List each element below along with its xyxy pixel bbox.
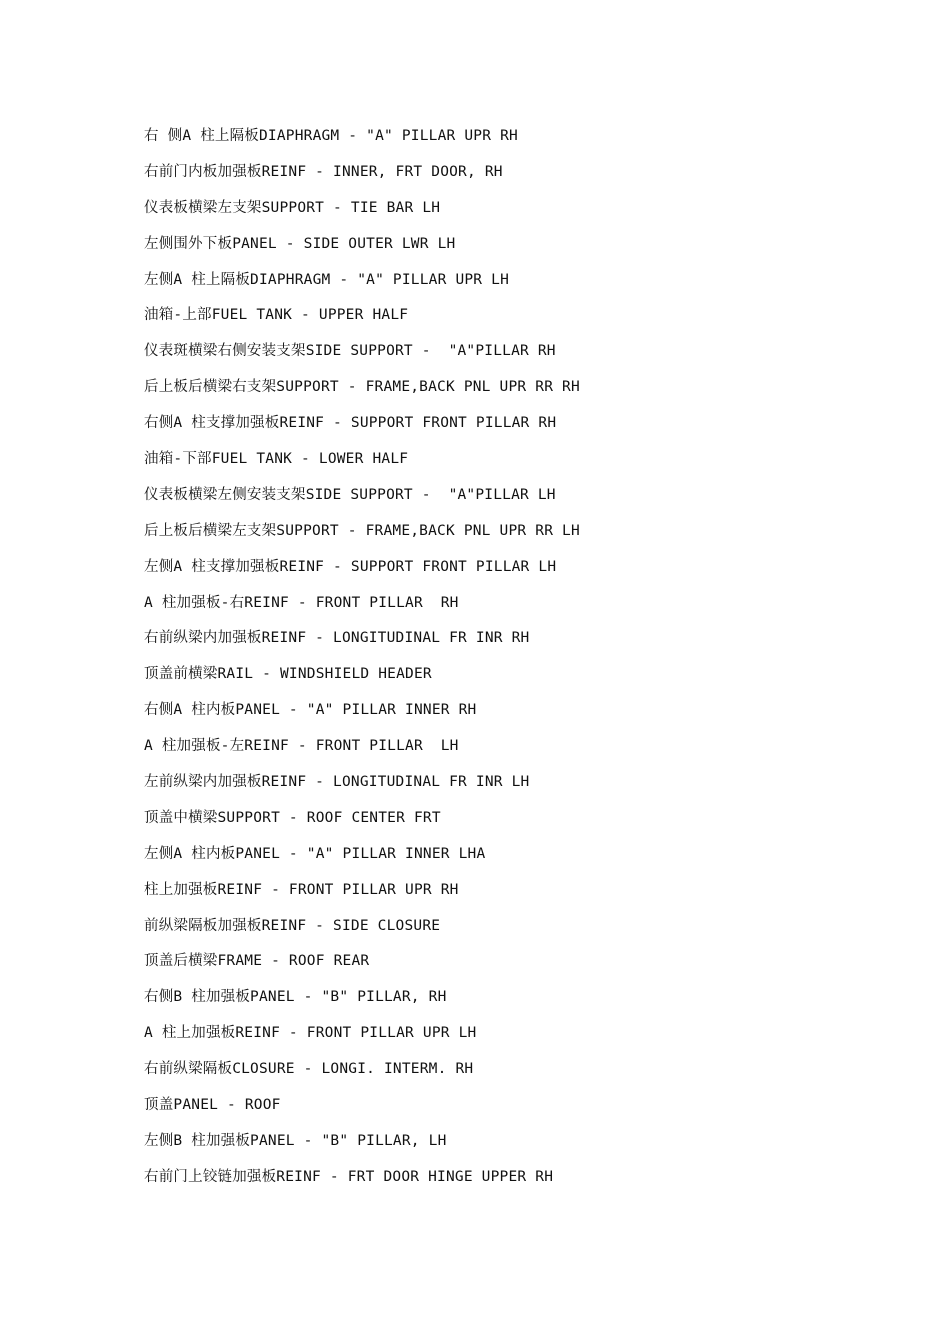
list-item: 仪表板横梁左侧安装支架SIDE SUPPORT - "A"PILLAR LH xyxy=(144,486,556,503)
list-item: 顶盖后横梁FRAME - ROOF REAR xyxy=(144,953,370,970)
list-item: 左侧A 柱支撑加强板REINF - SUPPORT FRONT PILLAR LH xyxy=(144,558,557,575)
list-item: 右前门内板加强板REINF - INNER, FRT DOOR, RH xyxy=(144,163,503,180)
list-item: 前纵梁隔板加强板REINF - SIDE CLOSURE xyxy=(144,917,441,934)
parts-list xyxy=(144,124,580,1201)
list-item: 后上板后横梁左支架SUPPORT - FRAME,BACK PNL UPR RR LH xyxy=(144,522,580,539)
list-item: 柱上加强板REINF - FRONT PILLAR UPR RH xyxy=(144,881,459,898)
list-item: 右侧A 柱内板PANEL - "A" PILLAR INNER RH xyxy=(144,702,477,719)
list-item: A 柱加强板-右REINF - FRONT PILLAR RH xyxy=(144,594,459,611)
list-item: A 柱上加强板REINF - FRONT PILLAR UPR LH xyxy=(144,1025,477,1042)
list-item: 左侧围外下板PANEL - SIDE OUTER LWR LH xyxy=(144,235,456,252)
list-item: 后上板后横梁右支架SUPPORT - FRAME,BACK PNL UPR RR RH xyxy=(144,379,580,396)
list-item: 右前纵梁内加强板REINF - LONGITUDINAL FR INR RH xyxy=(144,630,530,647)
list-item: 右侧B 柱加强板PANEL - "B" PILLAR, RH xyxy=(144,989,447,1006)
list-item: 仪表斑横梁右侧安装支架SIDE SUPPORT - "A"PILLAR RH xyxy=(144,343,556,360)
list-item: 右 侧A 柱上隔板DIAPHRAGM - "A" PILLAR UPR RH xyxy=(144,128,518,144)
list-item: 右前纵梁隔板CLOSURE - LONGI. INTERM. RH xyxy=(144,1061,474,1078)
list-item: 顶盖PANEL - ROOF xyxy=(144,1097,281,1114)
list-item: 顶盖前横梁RAIL - WINDSHIELD HEADER xyxy=(144,666,432,683)
list-item: 左侧B 柱加强板PANEL - "B" PILLAR, LH xyxy=(144,1132,447,1149)
list-item: 仪表板横梁左支架SUPPORT - TIE BAR LH xyxy=(144,199,441,216)
list-item: 左侧A 柱上隔板DIAPHRAGM - "A" PILLAR UPR LH xyxy=(144,271,510,288)
list-item: 油箱-上部FUEL TANK - UPPER HALF xyxy=(144,307,409,324)
list-item: 顶盖中横梁SUPPORT - ROOF CENTER FRT xyxy=(144,809,441,826)
list-item: 油箱-下部FUEL TANK - LOWER HALF xyxy=(144,451,409,468)
list-item: 左侧A 柱内板PANEL - "A" PILLAR INNER LHA xyxy=(144,845,486,862)
list-item: 右前门上铰链加强板REINF - FRT DOOR HINGE UPPER RH xyxy=(144,1168,554,1185)
list-item: 左前纵梁内加强板REINF - LONGITUDINAL FR INR LH xyxy=(144,774,530,791)
list-item: A 柱加强板-左REINF - FRONT PILLAR LH xyxy=(144,738,459,755)
list-item: 右侧A 柱支撑加强板REINF - SUPPORT FRONT PILLAR RH xyxy=(144,415,557,432)
